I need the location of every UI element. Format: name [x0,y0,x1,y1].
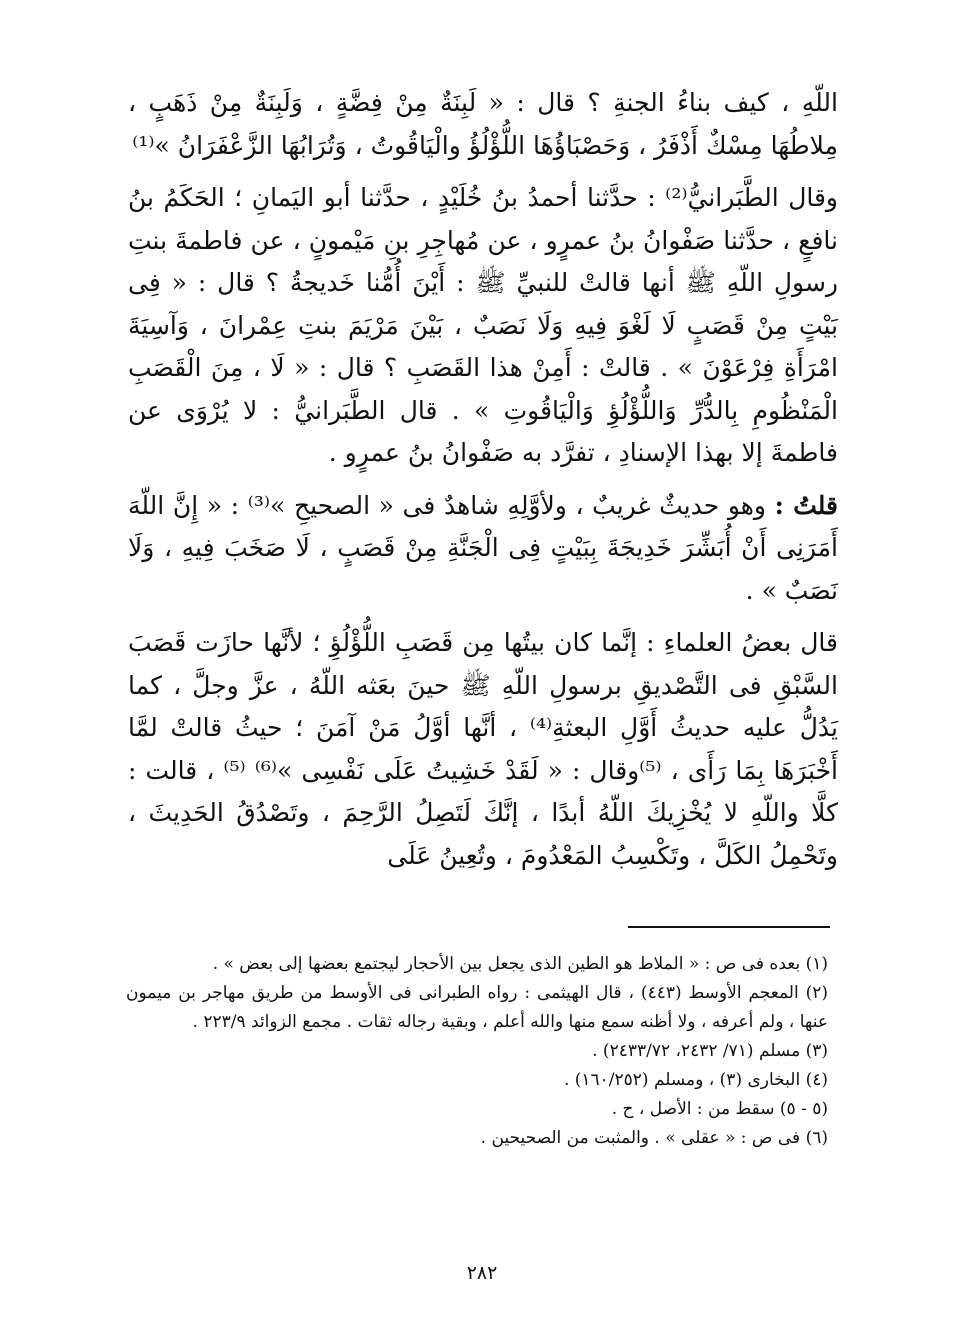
footnote-3: (٣) مسلم (٧١/ ٢٤٣٢، ٢٤٣٣/٧٢) . [592,1041,828,1061]
footnote-1: (١) بعده فى ص : « الملاط هو الطين الذى يجعل بين الأحجار ليجتمع بعضها إلى بعض » . [212,954,828,974]
footnote-6: (٦) فى ص : « عقلى » . والمثبت من الصحيحين . [480,1128,828,1148]
page-number: ٢٨٢ [466,1262,498,1284]
paragraph-hadith-jannah: اللّهِ ، كيف بناءُ الجنةِ ؟ قال : « لَبِنَةٌ مِنْ فِضَّةٍ ، وَلَبِنَةٌ مِنْ ذَهَبٍ ، مِلاطُهَا مِسْكٌ أَذْفَرُ ، وَحَصْبَاؤُهَا اللُّؤْلُؤُ والْيَاقُوتُ ، وَتُرَابُهَا الزَّعْفَرَانُ »⁽¹⁾ [128,88,838,160]
qultu-text: وهو حديثٌ غريبٌ ، ولأوَّلِهِ شاهدٌ فى « الصحيحِ »⁽³⁾ : « إِنَّ اللّهَ أَمَرَنِى أَنْ أُبَشِّرَ خَدِيجَةَ بِبَيْتٍ فِى الْجَنَّةِ مِنْ قَصَبٍ ، لَا صَخَبَ فِيهِ ، وَلَا نَصَبٌ » . [128,490,838,605]
qultu-lead-word: قلتُ : [774,490,838,520]
footnotes [126,950,828,1153]
paragraph-tabarani-narration: وقال الطَّبَرانيُّ⁽²⁾ : حدَّثنا أحمدُ بنُ خُلَيْدٍ ، حدَّثنا أبو اليَمانِ ؛ الحَكَمُ بنُ نافعٍ ، حدَّثنا صَفْوانُ بنُ عمرٍو ، عن مُهاجِرِ بنِ مَيْمونٍ ، عن فاطمةَ بنتِ رسولِ اللّهِ ﷺ أنها قالتْ للنبيِّ ﷺ : أَيْنَ أُمُّنا خَديجةُ ؟ قال : « فِى بَيْتٍ مِنْ قَصَبٍ لَا لَغْوَ فِيهِ وَلَا نَصَبٌ ، بَيْنَ مَرْيَمَ بنتِ عِمْرانَ ، وَآسِيَةَ امْرَأَةِ فِرْعَوْنَ » . قالتْ : أَمِنْ هذا القَصَبِ ؟ قال : « لَا ، مِنَ الْقَصَبِ الْمَنْظُومِ بِالدُّرِّ وَاللُّؤْلُؤِ وَالْيَاقُوتِ » . قال الطَّبَرانيُّ : لا يُرْوَى عن فاطمةَ إلا بهذا الإسنادِ ، تفرَّد به صَفْوانُ بنُ عمرٍو . [128,183,838,467]
main-text [128,82,838,877]
footnote-divider [628,926,830,928]
footnote-4: (٤) البخارى (٣) ، ومسلم (١٦٠/٢٥٢) . [563,1070,828,1090]
paragraph-qultu [128,485,838,613]
paragraph-scholars: قال بعضُ العلماءِ : إنَّما كان بيتُها مِن قَصَبِ اللُّؤْلُؤِ ؛ لأنَّها حازَت قَصَبَ السَّبْقِ فى التَّصْديقِ برسولِ اللّهِ ﷺ حينَ بعَثه اللّهُ ، عزَّ وجلَّ ، كما يَدُلُّ عليه حديثُ أَوَّلِ البعثةِ⁽⁴⁾ ، أنَّها أوَّلُ مَنْ آمَنَ ؛ حيثُ قالتْ لمَّا أَخْبَرَهَا بِمَا رَأَى ، ⁽⁵⁾وقال : « لَقَدْ خَشِيتُ عَلَى نَفْسِى »⁽⁶⁾ ⁽⁵⁾ ، قالت : كلَّا واللّهِ لا يُخْزِيكَ اللّهُ أبدًا ، إنَّكَ لَتَصِلُ الرَّحِمَ ، وتَصْدُقُ الحَدِيثَ ، وتَحْمِلُ الكَلَّ ، وتَكْسِبُ المَعْدُومَ ، وتُعِينُ عَلَى [128,628,838,870]
footnote-2: (٢) المعجم الأوسط (٤٤٣) ، قال الهيثمى : رواه الطبرانى فى الأوسط من طريق مهاجر بن ميمون عنها ، ولم أعرفه ، ولا أظنه سمع منها والله أعلم ، وبقية رجاله ثقات . مجمع الزوائد ٢٢٣/٩ . [126,983,828,1032]
footnote-5: (٥ - ٥) سقط من : الأصل ، ح . [611,1099,828,1119]
